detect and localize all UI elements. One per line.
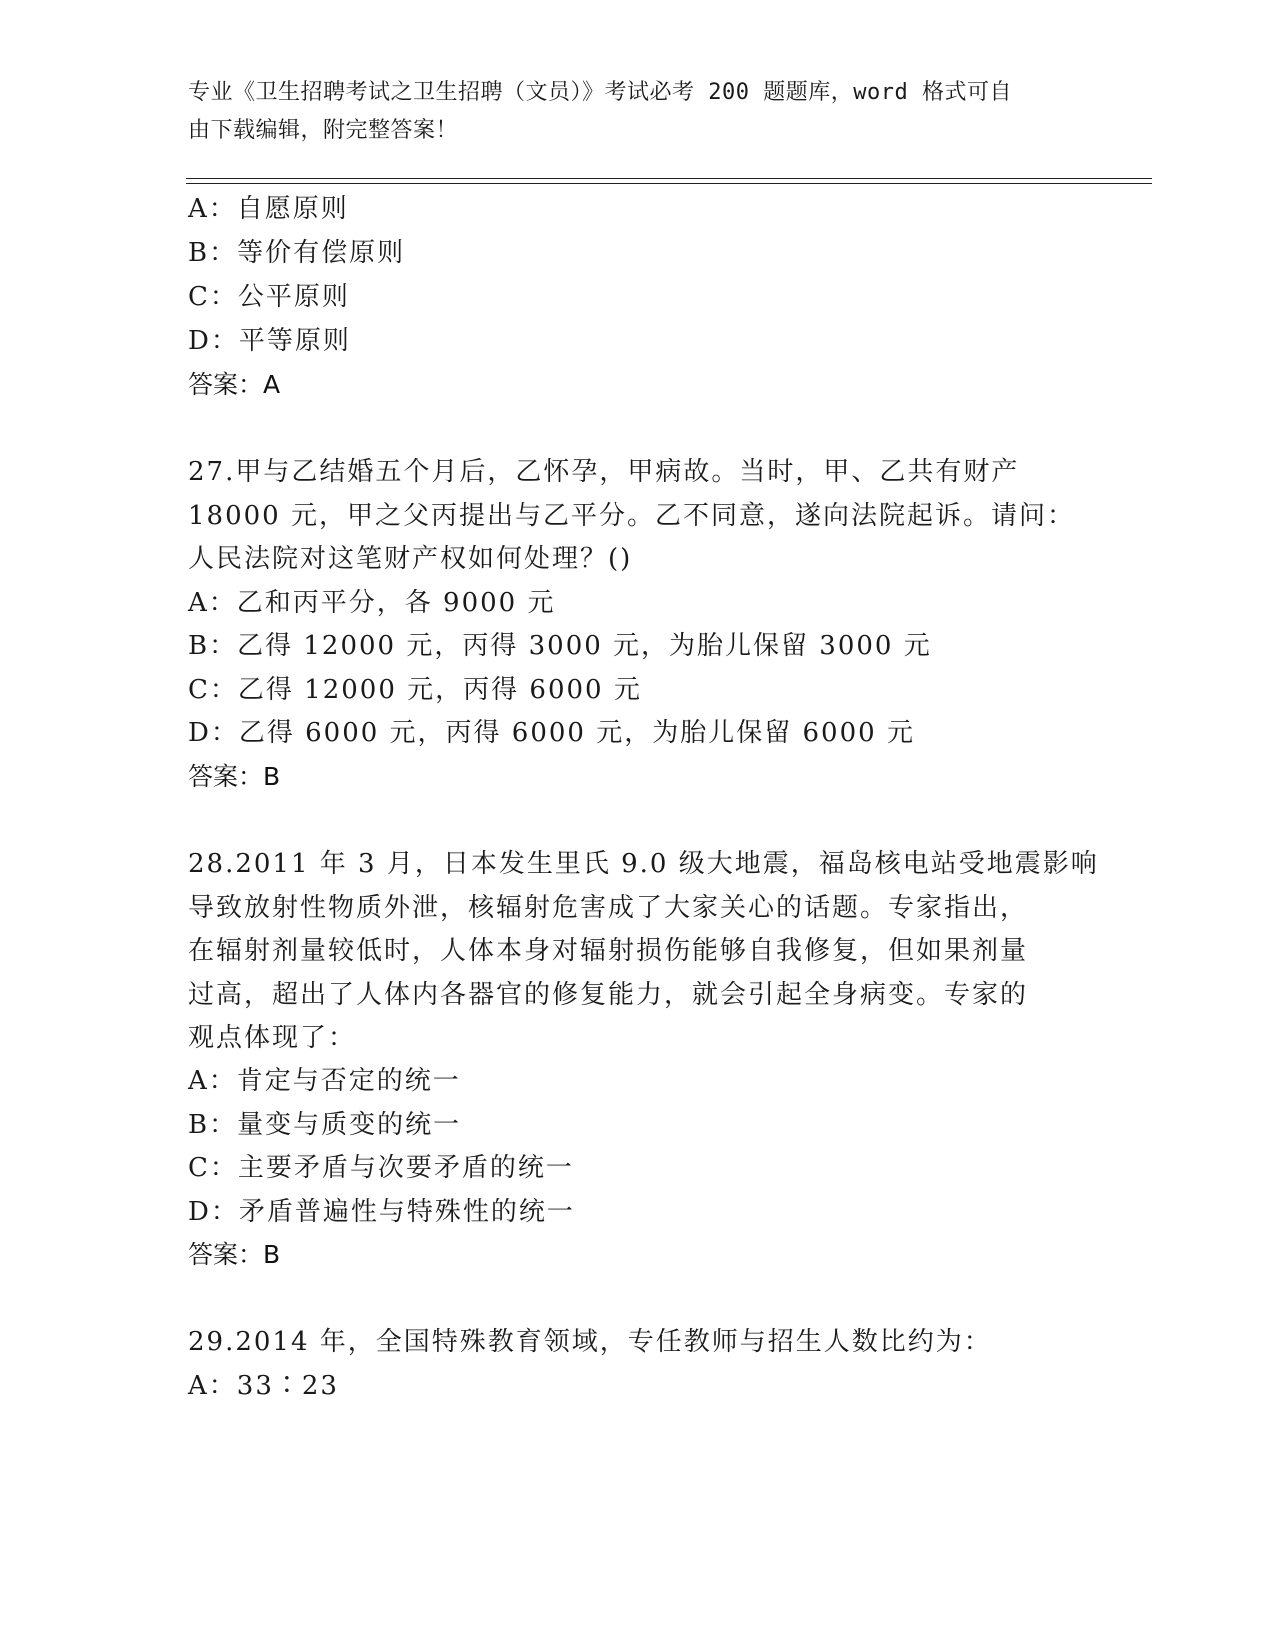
header-divider-top — [186, 178, 1152, 179]
header-line-2: 由下载编辑，附完整答案！ — [188, 118, 459, 143]
q29-option-a: A：33∶23 — [188, 1371, 339, 1401]
q28-option-c: C：主要矛盾与次要矛盾的统一 — [188, 1153, 574, 1183]
q28-stem-line-1: 28.2011 年 3 月，日本发生里氏 9.0 级大地震，福岛核电站受地震影响 — [188, 849, 1099, 879]
q26-option-d: D：平等原则 — [188, 326, 351, 356]
header-line-1: 专业《卫生招聘考试之卫生招聘（文员）》考试必考 200 题题库，word 格式可自 — [188, 80, 1012, 105]
q27-option-d: D：乙得 6000 元，丙得 6000 元，为胎儿保留 6000 元 — [188, 718, 915, 748]
q26-answer: 答案：A — [188, 370, 281, 399]
header-divider-bottom — [186, 183, 1152, 184]
q28-answer: 答案：B — [188, 1240, 281, 1269]
q26-option-a: A：自愿原则 — [188, 194, 349, 224]
q28-stem-line-4: 过高，超出了人体内各器官的修复能力，就会引起全身病变。专家的 — [188, 980, 1029, 1010]
q27-answer: 答案：B — [188, 762, 281, 791]
q27-option-b: B：乙得 12000 元，丙得 3000 元，为胎儿保留 3000 元 — [188, 631, 932, 661]
q28-stem-line-3: 在辐射剂量较低时，人体本身对辐射损伤能够自我修复，但如果剂量 — [188, 936, 1029, 966]
document-header — [188, 74, 1068, 150]
q27-stem-line-3: 人民法院对这笔财产权如何处理？() — [188, 544, 633, 574]
q28-stem-line-2: 导致放射性物质外泄，核辐射危害成了大家关心的话题。专家指出， — [188, 893, 1029, 923]
q28-option-d: D：矛盾普遍性与特殊性的统一 — [188, 1197, 575, 1227]
q27-option-c: C：乙得 12000 元，丙得 6000 元 — [188, 675, 642, 705]
q29-stem-line-1: 29.2014 年，全国特殊教育领域，专任教师与招生人数比约为： — [188, 1327, 992, 1357]
q26-option-c: C：公平原则 — [188, 282, 350, 312]
q27-option-a: A：乙和丙平分，各 9000 元 — [188, 588, 556, 618]
q26-option-b: B：等价有偿原则 — [188, 238, 406, 268]
q27-stem-line-2: 18000 元，甲之父丙提出与乙平分。乙不同意，遂向法院起诉。请问： — [188, 501, 1075, 531]
q27-stem-line-1: 27.甲与乙结婚五个月后，乙怀孕，甲病故。当时，甲、乙共有财产 — [188, 457, 1020, 487]
q28-option-a: A：肯定与否定的统一 — [188, 1066, 461, 1096]
q28-option-b: B：量变与质变的统一 — [188, 1110, 462, 1140]
q28-stem-line-5: 观点体现了： — [188, 1023, 357, 1053]
